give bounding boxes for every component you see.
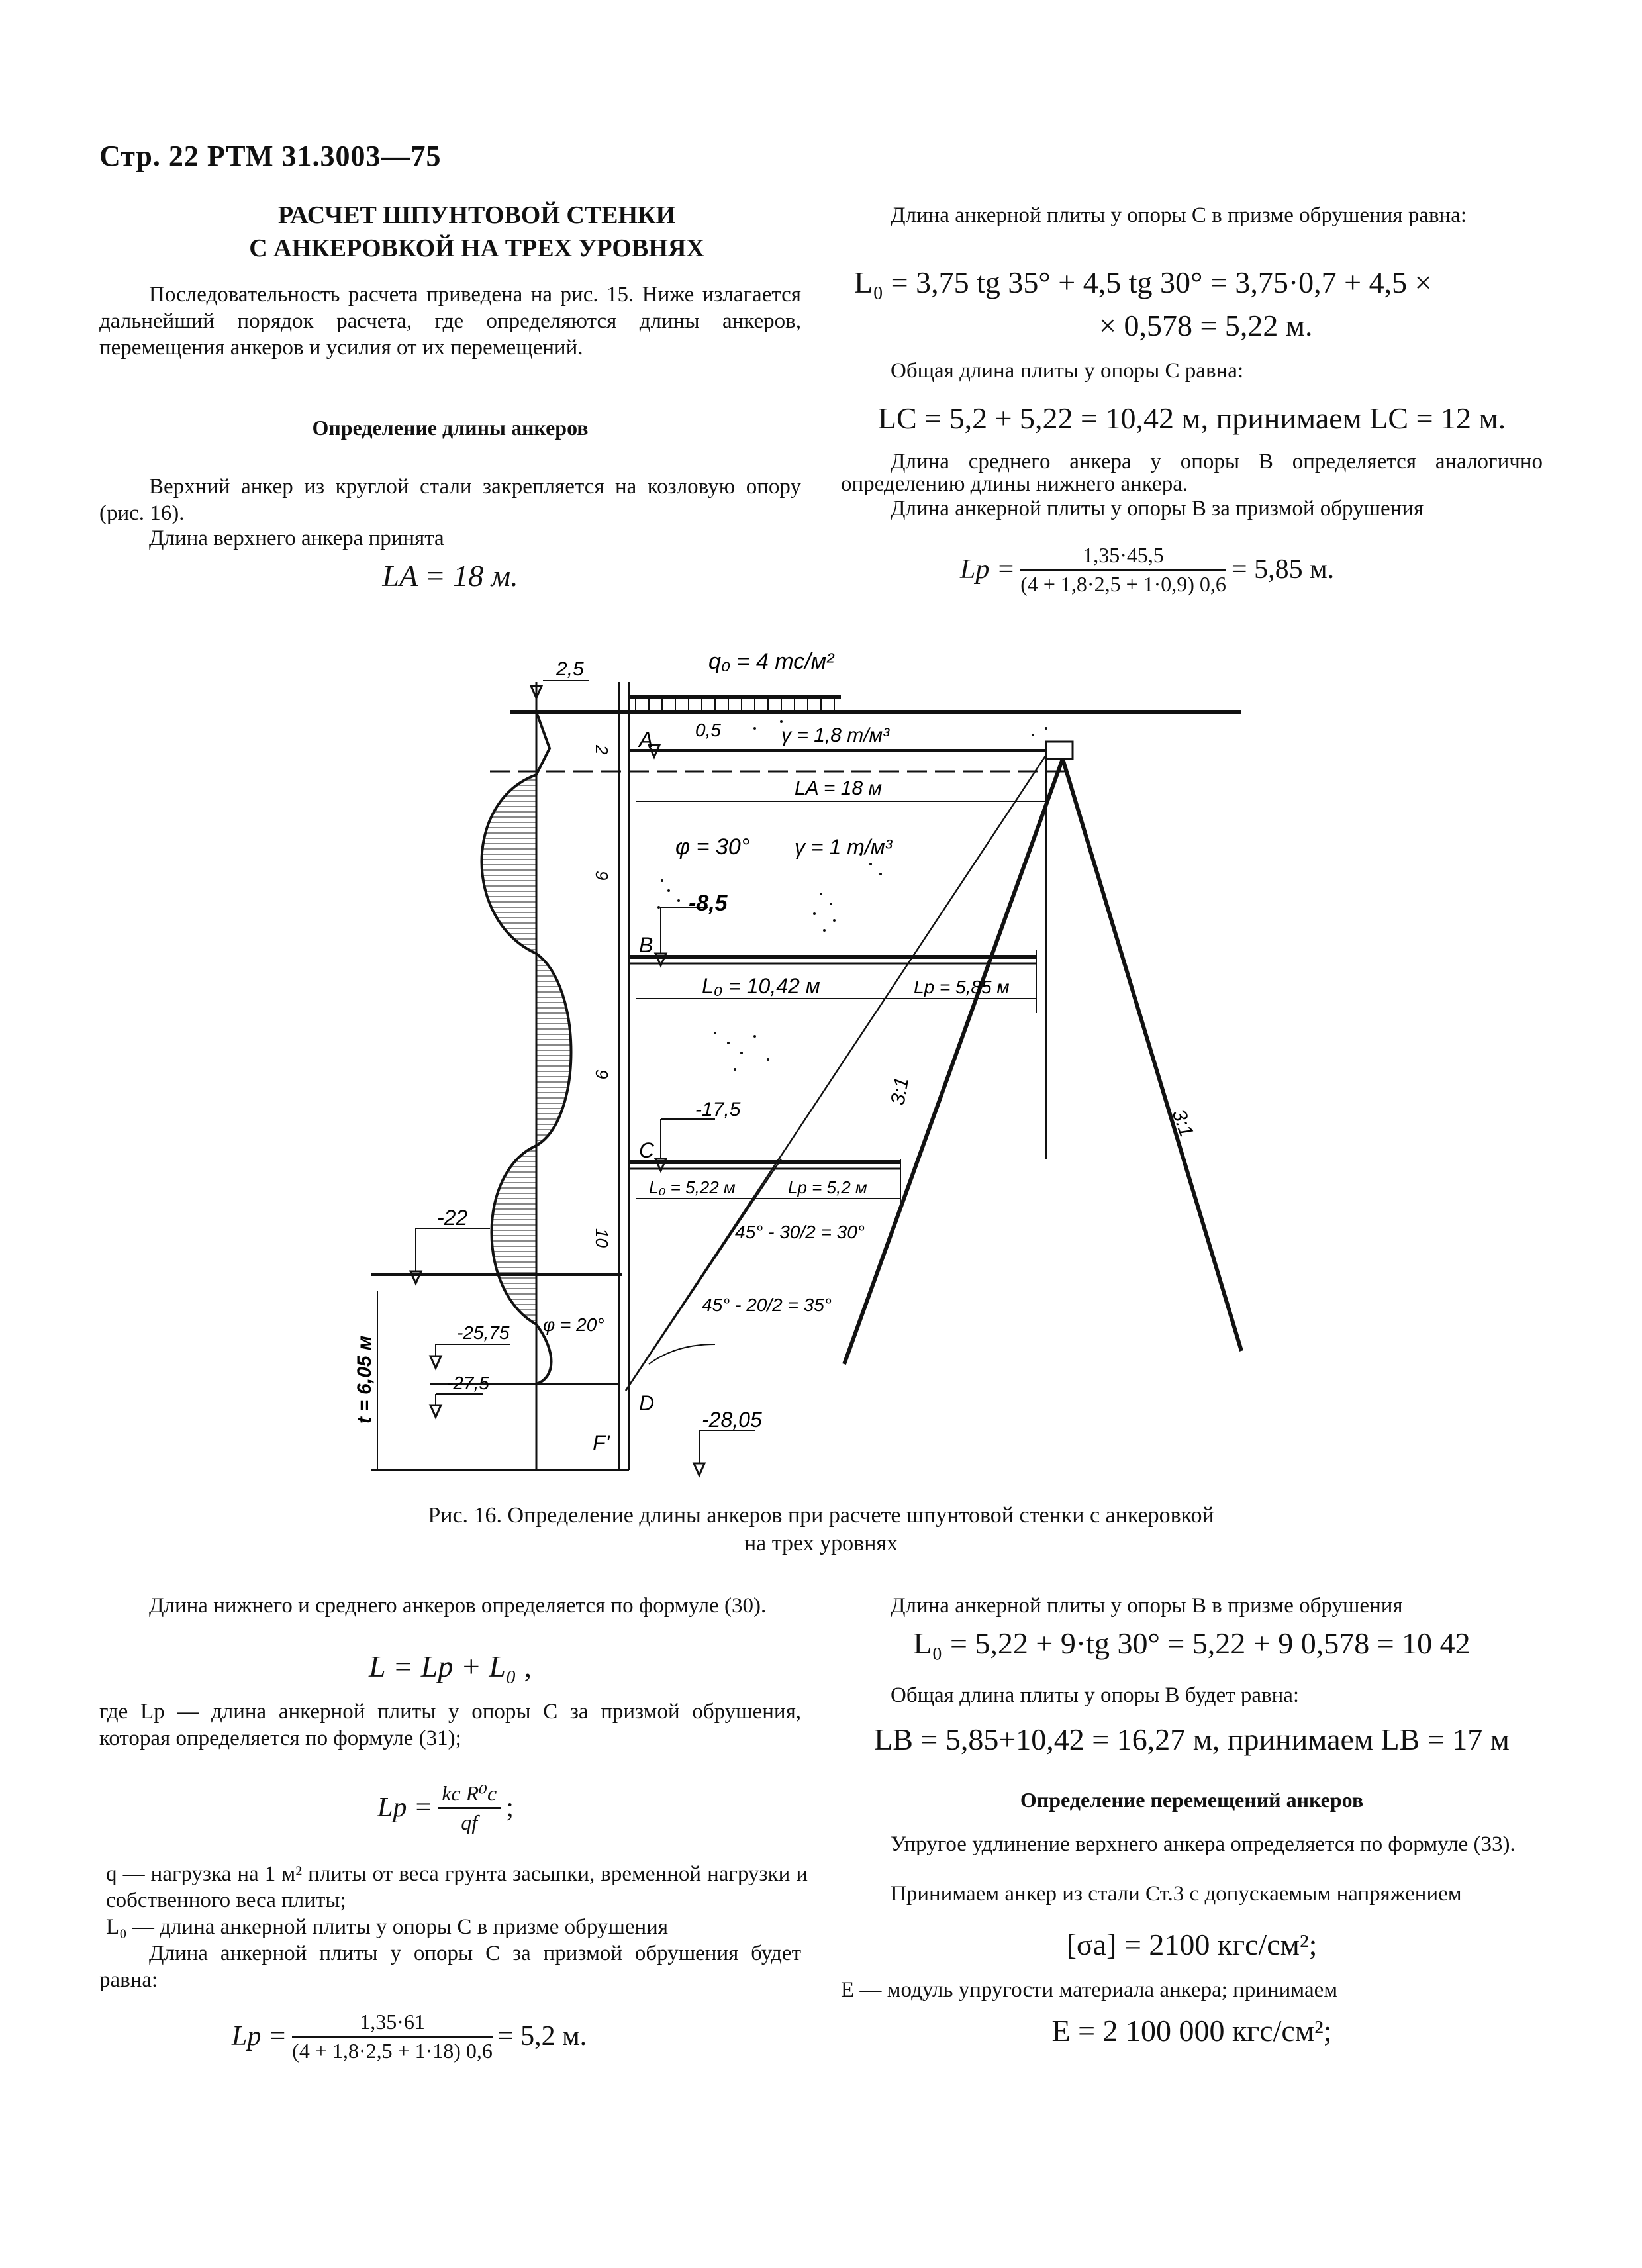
label-slope-1: 3:1 bbox=[887, 1075, 914, 1107]
formula-E: E = 2 100 000 кгс/см²; bbox=[1051, 2014, 1332, 2047]
figure-caption-line2: на трех уровнях bbox=[744, 1531, 898, 1555]
steel-grade-paragraph: Принимаем анкер из стали Ст.3 с допускаемым напряжением bbox=[891, 1882, 1462, 1906]
intro-paragraph: Последовательность расчета приведена на рис. 15. Ниже излагается дальнейший порядок расчета, где определяются длины анкеров, перемещения анкеров и усилия от их перемещений. bbox=[99, 283, 801, 360]
anchor-length-diagram bbox=[354, 629, 1284, 1477]
lower-anchor-paragraph: Длина нижнего и среднего анкеров определяется по формуле (30). bbox=[149, 1594, 767, 1618]
label-B: B bbox=[639, 933, 653, 957]
label-level-27-5: -27,5 bbox=[447, 1373, 489, 1393]
label-level-25-75: -25,75 bbox=[457, 1322, 510, 1343]
formula-L0-line2: × 0,578 = 5,22 м. bbox=[1099, 309, 1313, 342]
label-load: q₀ = 4 тс/м² bbox=[708, 649, 834, 674]
marker-22 bbox=[410, 1271, 421, 1283]
total-C-paragraph: Общая длина плиты у опоры C равна: bbox=[891, 359, 1244, 383]
label-level-22: -22 bbox=[437, 1206, 468, 1230]
section-title-line2: С АНКЕРОВКОЙ НА ТРЕХ УРОВНЯХ bbox=[249, 234, 704, 262]
label-a-dim: 0,5 bbox=[695, 720, 721, 740]
label-slope-2: 3:1 bbox=[1167, 1107, 1198, 1140]
label-top-dim: 2,5 bbox=[556, 658, 584, 680]
section-title-line1: РАСЧЕТ ШПУНТОВОЙ СТЕНКИ bbox=[277, 201, 676, 229]
formula-Lp-B bbox=[960, 533, 1334, 606]
formula-LB: LB = 5,85+10,42 = 16,27 м, принимаем LB = 17 м bbox=[874, 1722, 1510, 1756]
page-header: Стр. 22 РТМ 31.3003—75 bbox=[99, 140, 442, 172]
subsection-heading-displacements: Определение перемещений анкеров bbox=[1020, 1788, 1364, 1812]
formula-Lp-general-fraction bbox=[438, 1781, 501, 1835]
label-Lp-C: Lp = 5,2 м bbox=[788, 1177, 867, 1197]
formula-Lp-B-fraction bbox=[1020, 543, 1226, 597]
formula-Lp-general-numerator: kc R⁰c bbox=[438, 1781, 501, 1809]
formula-Lp-C-rhs: = 5,2 м. bbox=[497, 2021, 587, 2051]
anchor-A-head bbox=[1046, 742, 1073, 759]
formula-Lp-general-denominator: qf bbox=[461, 1810, 478, 1834]
label-phi30: φ = 30° bbox=[675, 834, 750, 860]
formula-Lp-C bbox=[232, 2000, 587, 2073]
plate-C-paragraph: Длина анкерной плиты у опоры C в призме обрушения равна: bbox=[891, 203, 1467, 227]
where-Lp-definition: где Lp — длина анкерной плиты у опоры C за призмой обрушения, которая определяется по формуле (31); bbox=[99, 1700, 801, 1750]
plate-C-beyond-prism-paragraph: Длина анкерной плиты у опоры C за призмой обрушения будет равна: bbox=[99, 1942, 801, 1992]
formula-L: L = Lp + L₀ , bbox=[369, 1650, 532, 1683]
middle-anchor-paragraph: Длина среднего анкера у опоры B определяется аналогично определению длины нижнего анкера. bbox=[841, 450, 1543, 496]
formula-Lp-B-denominator: (4 + 1,8·2,5 + 1·0,9) 0,6 bbox=[1020, 571, 1226, 596]
label-D: D bbox=[639, 1391, 655, 1415]
label-F: F' bbox=[593, 1431, 610, 1455]
label-dim-9b: 9 bbox=[592, 1069, 612, 1079]
label-dim-10: 10 bbox=[592, 1228, 612, 1248]
label-A: A bbox=[639, 728, 653, 752]
subsection-heading-anchor-length: Определение длины анкеров bbox=[312, 416, 589, 440]
label-phi20: φ = 20° bbox=[543, 1314, 604, 1335]
formula-Lp-B-rhs: = 5,85 м. bbox=[1231, 554, 1335, 585]
label-Lp-B: Lp = 5,85 м bbox=[914, 977, 1010, 997]
plate-B-in-prism-paragraph: Длина анкерной плиты у опоры B в призме обрушения bbox=[891, 1594, 1403, 1618]
moment-hatch-3 bbox=[492, 1146, 537, 1324]
marker-2805 bbox=[694, 1463, 704, 1475]
moment-hatch-1 bbox=[482, 775, 537, 954]
figure-caption-line1: Рис. 16. Определение длины анкеров при расчете шпунтовой стенки с анкеровкой bbox=[428, 1503, 1214, 1528]
label-dim-9a: 9 bbox=[592, 871, 612, 881]
label-L0-C: L₀ = 5,22 м bbox=[649, 1177, 736, 1197]
label-angle-30: 45° - 30/2 = 30° bbox=[735, 1222, 865, 1242]
formula-sigma: [σa] = 2100 кгс/см²; bbox=[1066, 1928, 1318, 1961]
formula-Lp-B-numerator: 1,35·45,5 bbox=[1020, 543, 1226, 571]
formula-Lp-C-lhs: Lp = bbox=[232, 2021, 287, 2051]
plate-B-paragraph: Длина анкерной плиты у опоры B за призмой обрушения bbox=[891, 497, 1424, 520]
label-C: C bbox=[639, 1138, 655, 1162]
moment-hatch-2 bbox=[536, 954, 571, 1146]
label-angle-35: 45° - 20/2 = 35° bbox=[702, 1295, 832, 1315]
marker-2575 bbox=[430, 1356, 441, 1368]
formula-Lp-general bbox=[377, 1768, 514, 1848]
upper-anchor-paragraph: Верхний анкер из круглой стали закрепляется на козловую опору (рис. 16). bbox=[99, 475, 801, 525]
formula-Lp-C-numerator: 1,35·61 bbox=[292, 2010, 493, 2038]
formula-LA: LA = 18 м. bbox=[382, 559, 518, 593]
formula-Lp-general-end: ; bbox=[506, 1793, 514, 1823]
label-L0-B: L₀ = 10,42 м bbox=[702, 974, 820, 998]
trestle-leg-back bbox=[1063, 759, 1241, 1351]
elastic-elongation-paragraph: Упругое удлинение верхнего анкера определяется по формуле (33). bbox=[891, 1832, 1516, 1856]
q-definition: q — нагрузка на 1 м² плиты от веса грунта засыпки, временной нагрузки и собственного веса плиты; bbox=[106, 1862, 808, 1912]
formula-Lp-C-denominator: (4 + 1,8·2,5 + 1·18) 0,6 bbox=[292, 2038, 493, 2063]
label-dim-2: 2 bbox=[592, 745, 612, 755]
angle-arc-35 bbox=[649, 1344, 715, 1364]
L0-definition: L₀ — длина анкерной плиты у опоры C в призме обрушения bbox=[106, 1915, 669, 1939]
formula-L0-B: L₀ = 5,22 + 9·tg 30° = 5,22 + 9 0,578 = 10 42 bbox=[913, 1626, 1471, 1660]
label-level-8-5: -8,5 bbox=[689, 891, 728, 916]
marker-275 bbox=[430, 1405, 441, 1417]
load-bar bbox=[629, 695, 841, 699]
label-level-28-05: -28,05 bbox=[702, 1408, 762, 1432]
formula-LC: LC = 5,2 + 5,22 = 10,42 м, принимаем LC = 12 м. bbox=[877, 401, 1506, 435]
label-gamma-water: γ = 1 т/м³ bbox=[795, 835, 893, 859]
upper-anchor-length-text: Длина верхнего анкера принята bbox=[149, 526, 444, 550]
label-LA: LA = 18 м bbox=[795, 777, 883, 799]
E-definition: E — модуль упругости материала анкера; принимаем bbox=[841, 1978, 1338, 2002]
label-gamma-top: γ = 1,8 т/м³ bbox=[781, 724, 890, 746]
load-arrows bbox=[636, 699, 834, 710]
total-B-paragraph: Общая длина плиты у опоры B будет равна: bbox=[891, 1683, 1300, 1707]
label-level-17-5: -17,5 bbox=[695, 1099, 741, 1120]
label-t: t = 6,05 м bbox=[354, 1335, 375, 1424]
formula-Lp-C-fraction bbox=[292, 2010, 493, 2063]
formula-Lp-B-lhs: Lp = bbox=[960, 554, 1016, 585]
formula-L0-line1: L₀ = 3,75 tg 35° + 4,5 tg 30° = 3,75·0,7 + 4,5 × bbox=[854, 266, 1432, 299]
formula-Lp-general-lhs: Lp = bbox=[377, 1793, 433, 1823]
